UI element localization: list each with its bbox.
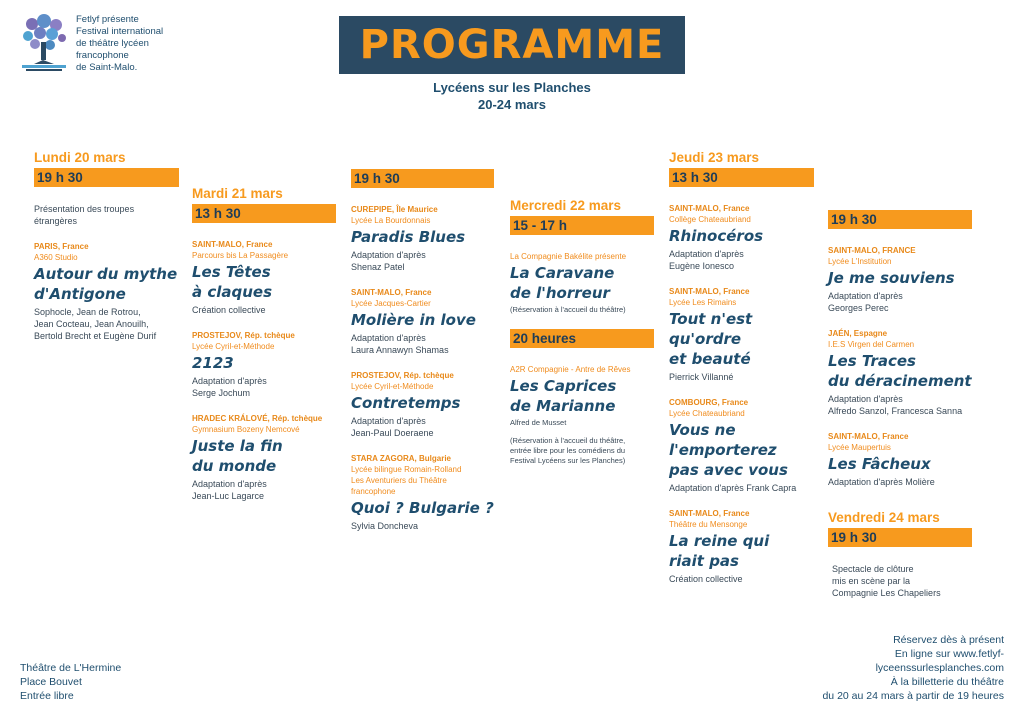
event-place: SAINT-MALO, France	[351, 288, 432, 297]
event	[192, 413, 336, 502]
day-heading-friday: Vendredi 24 mars	[828, 510, 940, 525]
event	[828, 328, 972, 417]
event-title: Les Traces du déracinement	[828, 352, 972, 390]
event	[192, 330, 336, 399]
event	[351, 370, 494, 439]
event-venue: Lycée L'Institution	[828, 257, 892, 266]
organizer-text: Fetlyf présente Festival international de théâtre lycéen francophone de Saint-Malo.	[76, 14, 164, 73]
time-bar: 19 h 30	[34, 168, 179, 187]
event	[34, 241, 179, 342]
tree-logo-icon	[20, 14, 68, 72]
event-title: Les Fâcheux	[828, 455, 931, 473]
event-info: Création collective	[669, 574, 743, 584]
event-info: Pierrick Villanné	[669, 372, 734, 382]
event-venue: Lycée Maupertuis	[828, 443, 891, 452]
event-place: CUREPIPE, Île Maurice	[351, 205, 438, 214]
event-title: Contretemps	[351, 394, 461, 412]
event-info: Adaptation d'après Alfredo Sanzol, Francesca Sanna	[828, 394, 963, 416]
event-place: COMBOURG, France	[669, 398, 749, 407]
subtitle	[339, 79, 685, 113]
event-place: PROSTEJOV, Rép. tchèque	[192, 331, 295, 340]
event-author: Alfred de Musset	[510, 418, 567, 427]
event	[351, 287, 494, 356]
event-info: Adaptation d'après Frank Capra	[669, 483, 797, 493]
event	[351, 204, 494, 273]
event-title: Quoi ? Bulgarie ?	[351, 499, 494, 517]
event-title: Les Caprices de Marianne	[510, 377, 617, 415]
event-title: Paradis Blues	[351, 228, 466, 246]
event-info: (Réservation à l'accueil du théâtre)	[510, 305, 626, 314]
event-place: HRADEC KRÁLOVÉ, Rép. tchèque	[192, 414, 323, 423]
event-info: Adaptation d'après Jean-Paul Doeraene	[351, 416, 434, 438]
column-tuesday	[192, 186, 336, 502]
title-banner	[339, 16, 685, 74]
column-tuesday-evening	[351, 169, 494, 532]
event	[669, 203, 814, 272]
event-venue: Lycée Les Rimains	[669, 298, 737, 307]
event	[669, 397, 814, 494]
event	[828, 431, 972, 488]
day-heading: Mardi 21 mars	[192, 186, 283, 201]
event-title: Les Têtes à claques	[192, 263, 273, 301]
event-info: (Réservation à l'accueil du théâtre, entrée libre pour les comédiens du Festival Lycéens sur les Planches)	[510, 436, 626, 465]
event-place: SAINT-MALO, France	[669, 509, 750, 518]
event	[351, 453, 494, 532]
time-bar-evening: 20 heures	[510, 329, 654, 348]
event-venue: Lycée bilingue Romain-Rolland Les Aventuriers du Théâtre francophone	[351, 465, 462, 496]
event-venue: Lycée La Bourdonnais	[351, 216, 431, 225]
event-place: SAINT-MALO, France	[669, 204, 750, 213]
event-info: Adaptation d'après Georges Perec	[828, 291, 903, 313]
event-venue: I.E.S Virgen del Carmen	[828, 340, 915, 349]
time-bar-friday: 19 h 30	[828, 528, 972, 547]
event-info: Sylvia Doncheva	[351, 521, 419, 531]
event-info: Adaptation d'après Shenaz Patel	[351, 250, 426, 272]
event-title: 2123	[192, 354, 234, 372]
event-place: SAINT-MALO, France	[192, 240, 273, 249]
event-venue: Lycée Chateaubriand	[669, 409, 745, 418]
event-info: Sophocle, Jean de Rotrou, Jean Cocteau, Jean Anouilh, Bertold Brecht et Eugène Durif	[34, 307, 157, 341]
event	[510, 364, 654, 466]
event-title: Tout n'est qu'ordre et beauté	[669, 310, 753, 368]
event-title: Rhinocéros	[669, 227, 764, 245]
festival-name: Lycéens sur les Planches	[433, 80, 591, 95]
event-info: Adaptation d'après Molière	[828, 477, 935, 487]
day-heading: Mercredi 22 mars	[510, 198, 622, 213]
event-title: Autour du mythe d'Antigone	[34, 265, 178, 303]
venue-address: Théâtre de L'Hermine Place Bouvet Entrée libre	[20, 662, 122, 702]
page-title: PROGRAMME	[359, 22, 665, 68]
event-venue: La Compagnie Bakélite présente	[510, 252, 627, 261]
event-info: Adaptation d'après Jean-Luc Lagarce	[192, 479, 267, 501]
time-bar: 13 h 30	[192, 204, 336, 223]
event-place: PARIS, France	[34, 242, 89, 251]
event-place: SAINT-MALO, France	[828, 432, 909, 441]
column-monday	[34, 150, 179, 342]
column-thursday	[669, 150, 814, 585]
day-heading: Jeudi 23 mars	[669, 150, 760, 165]
event-info: Adaptation d'après Eugène Ionesco	[669, 249, 744, 271]
event-info: Création collective	[192, 305, 266, 315]
booking-info: Réservez dès à présent En ligne sur www.fetlyf- lyceenssurlesplanches.com À la billetterie du théâtre du 20 au 24 mars à partir de 19 heures	[822, 634, 1004, 702]
time-bar: 15 - 17 h	[510, 216, 654, 235]
event-venue: Théâtre du Mensonge	[669, 520, 748, 529]
event-place: SAINT-MALO, FRANCE	[828, 246, 916, 255]
event-info: Adaptation d'après Laura Annawyn Shamas	[351, 333, 449, 355]
event-place: SAINT-MALO, France	[669, 287, 750, 296]
closing-text: Spectacle de clôture mis en scène par la Compagnie Les Chapeliers	[832, 564, 941, 598]
event-venue: A360 Studio	[34, 253, 78, 262]
day-heading: Lundi 20 mars	[34, 150, 126, 165]
event-title: Je me souviens	[828, 269, 955, 287]
event-info: Adaptation d'après Serge Jochum	[192, 376, 267, 398]
event	[192, 239, 336, 316]
event-place: STARA ZAGORA, Bulgarie	[351, 454, 452, 463]
intro-text: Présentation des troupes étrangères	[34, 204, 135, 226]
event	[510, 251, 654, 315]
event-venue: Collège Chateaubriand	[669, 215, 751, 224]
event-title: La reine qui riait pas	[669, 532, 770, 570]
time-bar: 13 h 30	[669, 168, 814, 187]
event-venue: A2R Compagnie - Antre de Rêves	[510, 365, 631, 374]
event-title: La Caravane de l'horreur	[510, 264, 615, 302]
event-venue: Gymnasium Bozeny Nemcové	[192, 425, 300, 434]
time-bar: 19 h 30	[351, 169, 494, 188]
time-bar: 19 h 30	[828, 210, 972, 229]
event-title: Vous ne l'emporterez pas avec vous	[669, 421, 788, 479]
event-venue: Lycée Jacques-Cartier	[351, 299, 431, 308]
event-title: Juste la fin du monde	[192, 437, 283, 475]
event	[669, 508, 814, 585]
event	[669, 286, 814, 383]
event-place: PROSTEJOV, Rép. tchèque	[351, 371, 454, 380]
event-title: Molière in love	[351, 311, 476, 329]
event-place: JAÉN, Espagne	[828, 329, 888, 338]
event-venue: Parcours bis La Passagère	[192, 251, 289, 260]
column-wednesday	[510, 198, 654, 466]
event-venue: Lycée Cyril-et-Méthode	[192, 342, 275, 351]
festival-dates: 20-24 mars	[478, 97, 546, 112]
column-thursday-evening	[828, 210, 972, 599]
event	[828, 245, 972, 314]
event-venue: Lycée Cyril-et-Méthode	[351, 382, 434, 391]
